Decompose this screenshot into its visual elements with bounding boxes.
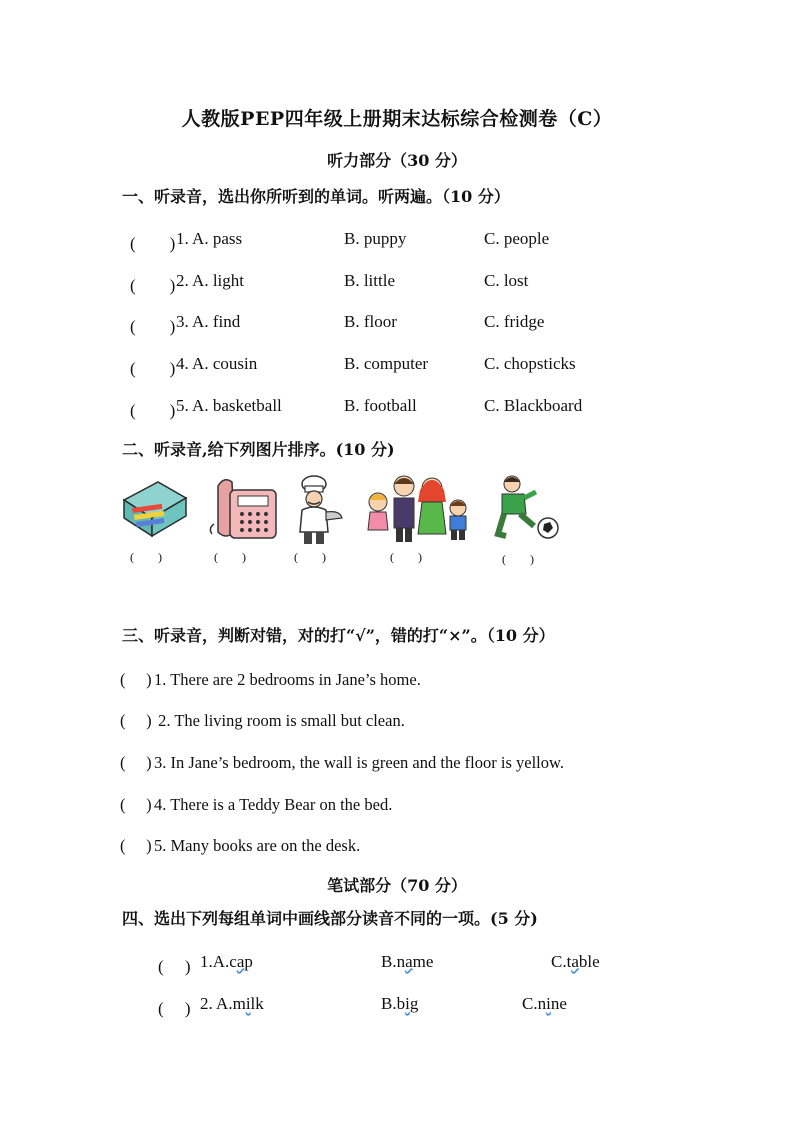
answer-blank[interactable]: ( ) [130, 359, 176, 378]
section4-heading: 四、选出下列每组单词中画线部分读音不同的一项。(5 分) [122, 909, 538, 928]
option-c: C.table [551, 952, 600, 971]
option-b: B. floor [344, 312, 397, 331]
option-a: 4. A. cousin [176, 354, 258, 373]
telephone-icon [204, 474, 280, 544]
option-c: C. fridge [484, 312, 545, 331]
picture-row [118, 470, 568, 570]
option-b: B.big [381, 994, 419, 1013]
option-b: B. little [344, 271, 395, 290]
section2-heading: 二、听录音,给下列图片排序。(10 分) [122, 440, 395, 459]
option-a: 5. A. basketball [176, 396, 282, 415]
option-a: 2. A.milk [200, 994, 264, 1013]
answer-blank[interactable]: ( ) [120, 711, 152, 730]
answer-blank[interactable]: ( ) [120, 670, 152, 689]
option-b: B. computer [344, 354, 429, 373]
option-c: C. Blackboard [484, 396, 583, 415]
statement-text: 4. There is a Teddy Bear on the bed. [154, 795, 393, 814]
option-a: 1. A. pass [176, 229, 243, 248]
option-c: C. people [484, 229, 550, 248]
football-player-icon [490, 472, 562, 546]
section3-heading: 三、听录音，判断对错，对的打“√”，错的打“×”。（10 分） [122, 626, 555, 645]
statement-text: 5. Many books are on the desk. [154, 836, 361, 855]
answer-blank[interactable]: ( ) [130, 234, 176, 253]
list-item [120, 791, 392, 815]
statement-text: 3. In Jane’s bedroom, the wall is green and the floor is yellow. [154, 753, 564, 772]
page-title: 人教版PEP四年级上册期末达标综合检测卷（C） [181, 108, 613, 130]
pencil-box-icon [118, 478, 190, 540]
answer-blank[interactable]: ( ) [390, 550, 422, 564]
answer-blank[interactable]: ( ) [502, 552, 534, 566]
option-a: 3. A. find [176, 312, 241, 331]
option-b: B. puppy [344, 229, 407, 248]
answer-blank[interactable]: ( ) [158, 957, 191, 976]
answer-blank[interactable]: ( ) [214, 550, 246, 564]
list-item [120, 666, 421, 690]
section1-heading: 一、听录音，选出你所听到的单词。听两遍。（10 分） [122, 187, 510, 206]
list-item [120, 749, 564, 773]
answer-blank[interactable]: ( ) [130, 317, 176, 336]
chef-icon [290, 474, 346, 546]
option-c: C.nine [522, 994, 567, 1013]
answer-blank[interactable]: ( ) [130, 276, 176, 295]
option-a: 1.A.cap [200, 952, 253, 971]
answer-blank[interactable]: ( ) [130, 550, 162, 564]
list-item [120, 707, 405, 731]
list-item [120, 832, 360, 856]
option-b: B. football [344, 396, 417, 415]
statement-text: 1. There are 2 bedrooms in Jane’s home. [154, 670, 421, 689]
answer-blank[interactable]: ( ) [294, 550, 326, 564]
statement-text: 2. The living room is small but clean. [154, 711, 405, 730]
listening-header: 听力部分（30 分） [327, 151, 467, 170]
answer-blank[interactable]: ( ) [158, 999, 191, 1018]
answer-blank[interactable]: ( ) [120, 753, 152, 772]
option-c: C. lost [484, 271, 529, 290]
option-c: C. chopsticks [484, 354, 576, 373]
written-header: 笔试部分（70 分） [327, 876, 467, 895]
family-icon [358, 472, 478, 546]
answer-blank[interactable]: ( ) [120, 795, 152, 814]
option-a: 2. A. light [176, 271, 245, 290]
answer-blank[interactable]: ( ) [120, 836, 152, 855]
option-b: B.name [381, 952, 434, 971]
answer-blank[interactable]: ( ) [130, 401, 176, 420]
